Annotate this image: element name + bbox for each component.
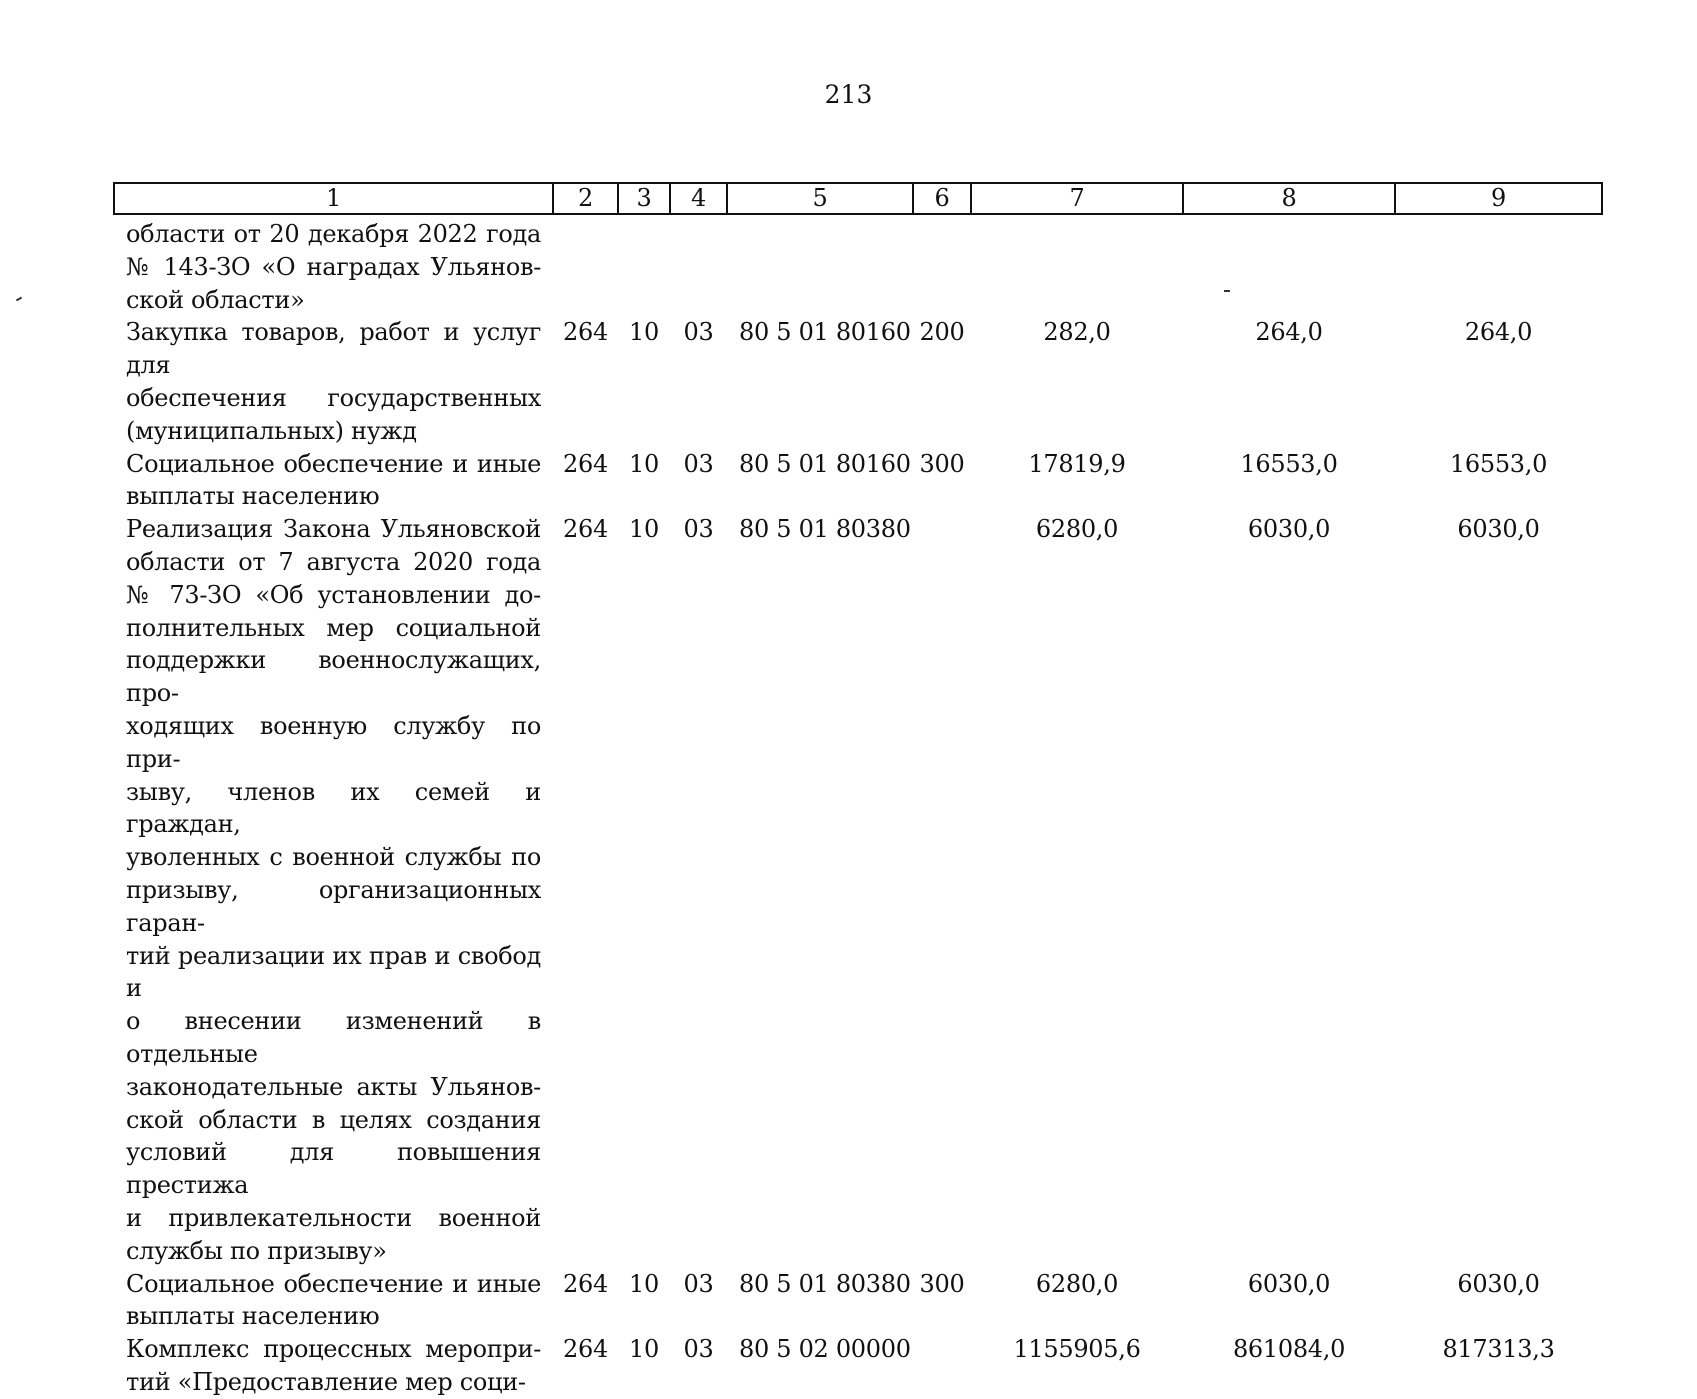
header-col-5: 5 <box>727 183 913 214</box>
row-name-line: полнительных мер социальной <box>126 613 541 642</box>
budget-admin-code <box>553 214 618 316</box>
expense-type-code <box>913 513 971 1267</box>
amount-col-9: 264,0 <box>1464 318 1533 347</box>
subsection-code: 03 <box>683 515 714 544</box>
section-code: 10 <box>629 1335 659 1364</box>
row-name-line: Социальное обеспечение и иные <box>126 449 541 478</box>
section-code: 10 <box>629 449 659 478</box>
row-name-line: № 73-ЗО «Об установлении до- <box>126 580 541 609</box>
target-article-code: 80 5 01 80380 <box>739 515 911 544</box>
table-row <box>114 316 1602 447</box>
subsection-code: 03 <box>683 1269 714 1298</box>
subsection-code: 03 <box>683 318 714 347</box>
scan-artifact-mark <box>16 297 22 302</box>
expense-type-code: 300 <box>919 1269 965 1298</box>
amount-col-7: 17819,9 <box>1028 449 1126 478</box>
row-name-line: призыву, организационных гаран- <box>126 875 541 937</box>
budget-admin-code: 264 <box>563 449 608 478</box>
amount-col-8: 6030,0 <box>1247 515 1331 544</box>
row-name-line: службы по призыву» <box>126 1236 387 1265</box>
amount-col-8: 264,0 <box>1255 318 1323 347</box>
amount-col-9: 817313,3 <box>1442 1335 1555 1364</box>
amount-col-8 <box>1183 214 1395 316</box>
budget-admin-code: 264 <box>563 515 608 544</box>
header-row <box>114 183 1602 214</box>
target-article-code <box>727 214 913 316</box>
header-col-3: 3 <box>618 183 670 214</box>
row-name-line: выплаты населению <box>126 1302 380 1331</box>
page-number: 213 <box>824 80 873 109</box>
row-name-line: области от 20 декабря 2022 года <box>126 220 541 248</box>
section-code: 10 <box>629 1269 659 1298</box>
subsection-code: 03 <box>683 449 714 478</box>
row-name-line: Комплекс процессных меропри- <box>126 1335 541 1364</box>
amount-col-8: 16553,0 <box>1240 449 1338 478</box>
table-row <box>114 448 1602 514</box>
amount-col-7: 282,0 <box>1043 318 1111 347</box>
row-name <box>114 1333 553 1399</box>
amount-col-7: 1155905,6 <box>1013 1335 1141 1364</box>
row-name-line: о внесении изменений в отдельные <box>126 1007 541 1068</box>
row-name-line: законодательные акты Ульянов- <box>126 1072 541 1101</box>
header-col-1: 1 <box>114 183 553 214</box>
row-name-line: тий реализации их прав и свобод и <box>126 941 541 1003</box>
table-row <box>114 214 1602 316</box>
row-name-line: области от 7 августа 2020 года <box>126 547 541 576</box>
row-name-line: обеспечения государственных <box>126 383 541 412</box>
budget-admin-code: 264 <box>563 318 608 347</box>
section-code: 10 <box>629 515 659 544</box>
target-article-code: 80 5 02 00000 <box>739 1335 911 1364</box>
row-name-line: уволенных с военной службы по <box>126 843 541 872</box>
row-name <box>114 214 553 316</box>
row-name-line: № 143-ЗО «О наградах Ульянов- <box>126 252 541 281</box>
subsection-code: 03 <box>683 1335 714 1364</box>
expense-type-code: 200 <box>919 318 965 347</box>
subsection-code <box>670 214 727 316</box>
header-col-6: 6 <box>913 183 971 214</box>
budget-admin-code: 264 <box>563 1335 608 1364</box>
header-col-9: 9 <box>1395 183 1602 214</box>
row-name-line: тий «Предоставление мер соци- <box>126 1367 526 1396</box>
row-name-line: Закупка товаров, работ и услуг для <box>126 318 541 380</box>
amount-col-9: 6030,0 <box>1457 515 1540 544</box>
target-article-code: 80 5 01 80160 <box>739 449 911 478</box>
row-name-line: (муниципальных) нужд <box>126 416 417 445</box>
row-name-line: Реализация Закона Ульяновской <box>126 515 541 544</box>
table-row <box>114 1333 1602 1399</box>
amount-col-8: 861084,0 <box>1232 1335 1346 1364</box>
row-name-line: зыву, членов их семей и граждан, <box>126 777 541 839</box>
table-body <box>114 214 1602 1399</box>
row-name <box>114 513 553 1267</box>
row-name-line: поддержки военнослужащих, про- <box>126 646 541 708</box>
header-col-8: 8 <box>1183 183 1395 214</box>
row-name-line: и привлекательности военной <box>126 1203 541 1232</box>
section-code <box>618 214 670 316</box>
header-col-4: 4 <box>670 183 727 214</box>
amount-col-7: 6280,0 <box>1035 515 1119 544</box>
amount-col-7 <box>971 214 1183 316</box>
row-name <box>114 1268 553 1334</box>
amount-col-9: 16553,0 <box>1449 449 1548 478</box>
expense-type-code <box>913 1333 971 1399</box>
table-row <box>114 513 1602 1267</box>
amount-col-9 <box>1395 214 1602 316</box>
row-name-line: условий для повышения престижа <box>126 1138 541 1200</box>
row-name-line: ской области в целях создания <box>126 1105 541 1134</box>
table-row <box>114 1268 1602 1334</box>
row-name-line: ходящих военную службу по при- <box>126 711 541 773</box>
row-name-line: Социальное обеспечение и иные <box>126 1269 541 1298</box>
row-name <box>114 448 553 514</box>
row-name-line: ской области» <box>126 285 305 314</box>
header-col-2: 2 <box>553 183 618 214</box>
row-name-line: выплаты населению <box>126 482 380 511</box>
budget-table <box>113 182 1603 1399</box>
table-header <box>114 183 1602 214</box>
expense-type-code <box>913 214 971 316</box>
section-code: 10 <box>629 318 659 347</box>
amount-col-7: 6280,0 <box>1035 1269 1119 1298</box>
amount-col-8: 6030,0 <box>1247 1269 1331 1298</box>
budget-admin-code: 264 <box>563 1269 608 1298</box>
target-article-code: 80 5 01 80160 <box>739 318 911 347</box>
amount-col-9: 6030,0 <box>1457 1269 1540 1298</box>
row-name <box>114 316 553 447</box>
header-col-7: 7 <box>971 183 1183 214</box>
target-article-code: 80 5 01 80380 <box>739 1269 911 1298</box>
expense-type-code: 300 <box>919 449 965 478</box>
